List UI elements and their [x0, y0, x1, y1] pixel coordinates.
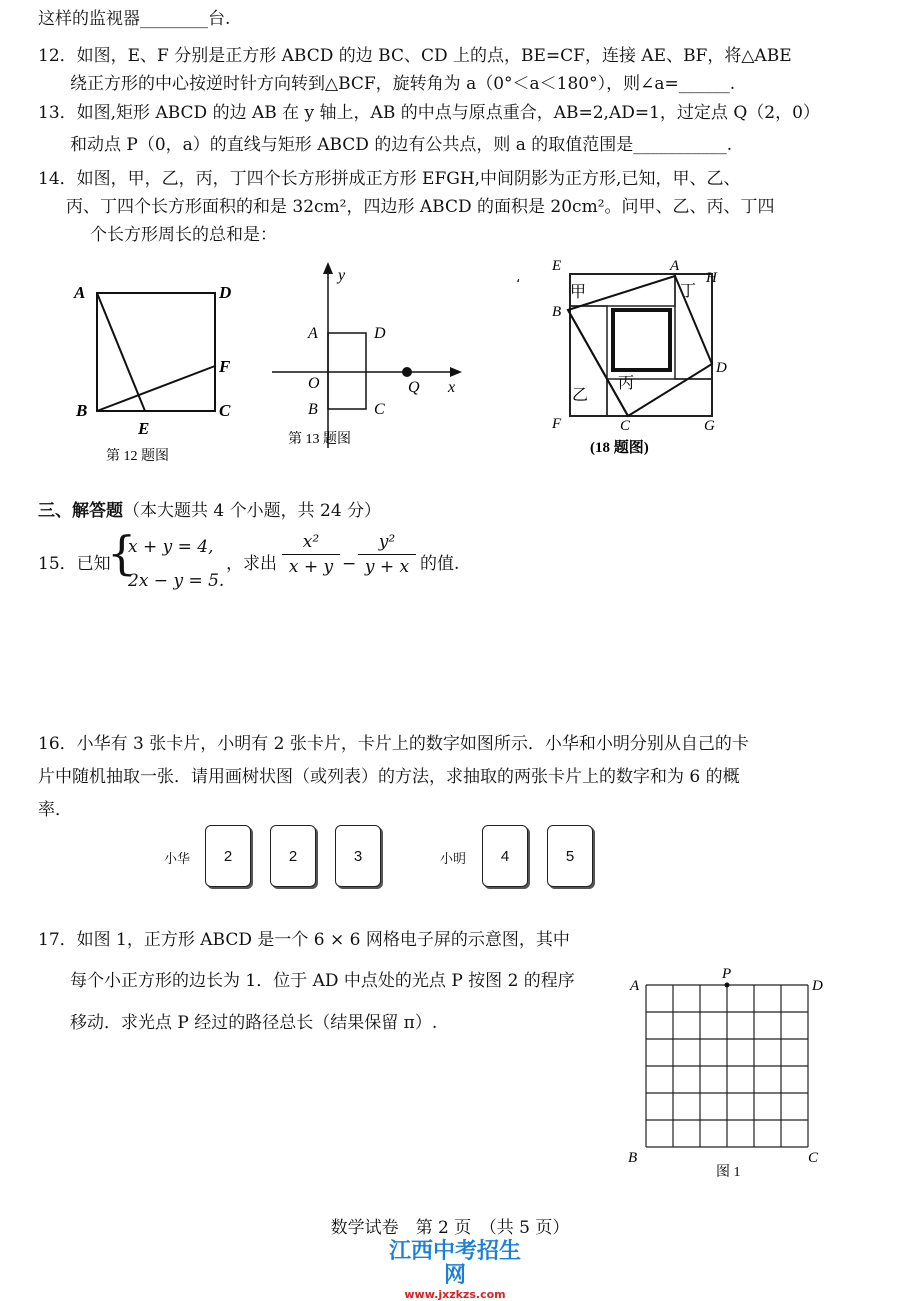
fig14-square-diagram [510, 252, 750, 462]
q17-line-1: 17．如图 1，正方形 ABCD 是一个 6 × 6 网格电子屏的示意图，其中 [38, 930, 570, 950]
q15-fraction-1 [282, 532, 340, 577]
fig13-label-b: B [308, 401, 318, 418]
fig12-square-diagram [70, 278, 250, 468]
fig13-label-q: Q [408, 379, 420, 396]
q13-line-2: 和动点 P（0，a）的直线与矩形 ABCD 的边有公共点，则 a 的取值范围是___________. [70, 135, 733, 155]
fig14-label-bing: 丙 [618, 375, 635, 392]
fig14-label-e: E [552, 258, 562, 274]
q15-tail: 的值. [420, 554, 460, 574]
section-3-note: （本大题共 4 个小题，共 24 分） [123, 501, 382, 521]
q15-eq-2: 2x − y = 5. [128, 571, 225, 591]
q14-line-1: 14．如图，甲，乙，丙，丁四个长方形拼成正方形 EFGH,中间阴影为正方形,已知，甲、乙、 [38, 169, 741, 189]
q15-f2-den: y + x [364, 557, 410, 577]
fig13-label-y: y [338, 267, 346, 284]
fig13-label-a: A [308, 325, 318, 342]
q15-fraction-2 [358, 532, 416, 577]
fig17-caption: 图 1 [716, 1165, 741, 1180]
fig12-label-c: C [219, 401, 231, 420]
fig14-label-h: H [706, 270, 717, 286]
q15-minus: − [342, 554, 357, 574]
watermark-logo [380, 1240, 530, 1301]
fig14-mark-dot: ، [516, 270, 521, 285]
fig12-label-d: D [219, 283, 232, 302]
q11-tail-text: 这样的监视器________台. [38, 9, 231, 29]
xiaoming-card-1: 4 [482, 825, 528, 887]
fig13-label-x: x [448, 379, 456, 396]
q13-line-1: 13．如图,矩形 ABCD 的边 AB 在 y 轴上，AB 的中点与原点重合，AB=2,AD=1，过定点 Q（2，0） [38, 103, 820, 123]
fig14-label-ding: 丁 [680, 283, 697, 300]
q12-line-1: 12．如图，E、F 分别是正方形 ABCD 的边 BC、CD 上的点，BE=CF，连接 AE、BF，将△ABE [38, 46, 792, 66]
fig12-label-e: E [138, 419, 150, 438]
fig13-label-o: O [308, 375, 320, 392]
fig17-label-c: C [808, 1150, 819, 1166]
fig14-label-c: C [620, 418, 631, 434]
fig13-axes-diagram [268, 258, 468, 453]
q14-line-2: 丙、丁四个长方形面积的和是 32cm²，四边形 ABCD 的面积是 20cm²。问甲、乙、丙、丁四 [66, 197, 775, 217]
q15-prefix: 15．已知 [38, 554, 111, 574]
fig12-label-f: F [219, 357, 231, 376]
xiaoming-label: 小明 [440, 851, 467, 866]
fig14-label-b: B [552, 304, 562, 320]
q16-line-3: 率． [38, 800, 72, 820]
section-3-header [38, 500, 381, 522]
q16-line-1: 16．小华有 3 张卡片，小明有 2 张卡片，卡片上的数字如图所示．小华和小明分别从自己的卡 [38, 734, 749, 754]
fig12-caption: 第 12 题图 [106, 449, 169, 464]
fig13-label-c: C [374, 401, 385, 418]
fig14-label-f: F [552, 416, 562, 432]
watermark-url: www.jxzkzs.com [404, 1288, 506, 1301]
fig14-label-d: D [716, 360, 727, 376]
page-footer: 数学试卷 第 2 页 （共 5 页） [330, 1218, 570, 1238]
xiaoming-card-2: 5 [547, 825, 593, 887]
fig13-label-d: D [374, 325, 386, 342]
q14-line-3: 个长方形周长的总和是： [90, 225, 277, 245]
watermark-title: 江西中考招生网 [388, 1239, 521, 1288]
fig17-label-b: B [628, 1150, 638, 1166]
q15-f2-num: y² [378, 532, 396, 552]
section-3-title: 三、解答题 [38, 501, 123, 521]
fig17-grid-diagram [620, 962, 830, 1182]
fig17-label-p: P [722, 966, 732, 982]
fig12-label-a: A [74, 283, 86, 302]
q17-line-2: 每个小正方形的边长为 1．位于 AD 中点处的光点 P 按图 2 的程序 [70, 971, 575, 991]
fig14-caption: (18 题图) [590, 440, 649, 456]
xiaohua-card-3: 3 [335, 825, 381, 887]
fig14-label-yi: 乙 [572, 387, 589, 404]
fig12-label-b: B [76, 401, 88, 420]
q16-line-2: 片中随机抽取一张．请用画树状图（或列表）的方法，求抽取的两张卡片上的数字和为 6 的概 [38, 767, 740, 787]
q15-eq-1: x + y = 4, [128, 537, 214, 557]
fig14-label-a: A [670, 258, 680, 274]
fig13-caption: 第 13 题图 [288, 432, 351, 447]
q17-line-3: 移动．求光点 P 经过的路径总长（结果保留 π）. [70, 1013, 438, 1033]
fig17-label-d: D [812, 978, 823, 994]
q12-line-2: 绕正方形的中心按逆时针方向转到△BCF，旋转角为 a（0°＜a＜180°），则∠a=______. [70, 74, 736, 94]
q15-brace: { [107, 526, 137, 580]
q15-mid: ，求出 [226, 554, 277, 574]
fig14-label-jia: 甲 [570, 284, 587, 301]
fig14-label-g: G [704, 418, 715, 434]
q15-f1-num: x² [302, 532, 320, 552]
xiaohua-card-1: 2 [205, 825, 251, 887]
xiaohua-label: 小华 [164, 851, 191, 866]
fig17-label-a: A [630, 978, 640, 994]
xiaohua-card-2: 2 [270, 825, 316, 887]
q15-f1-den: x + y [288, 557, 334, 577]
